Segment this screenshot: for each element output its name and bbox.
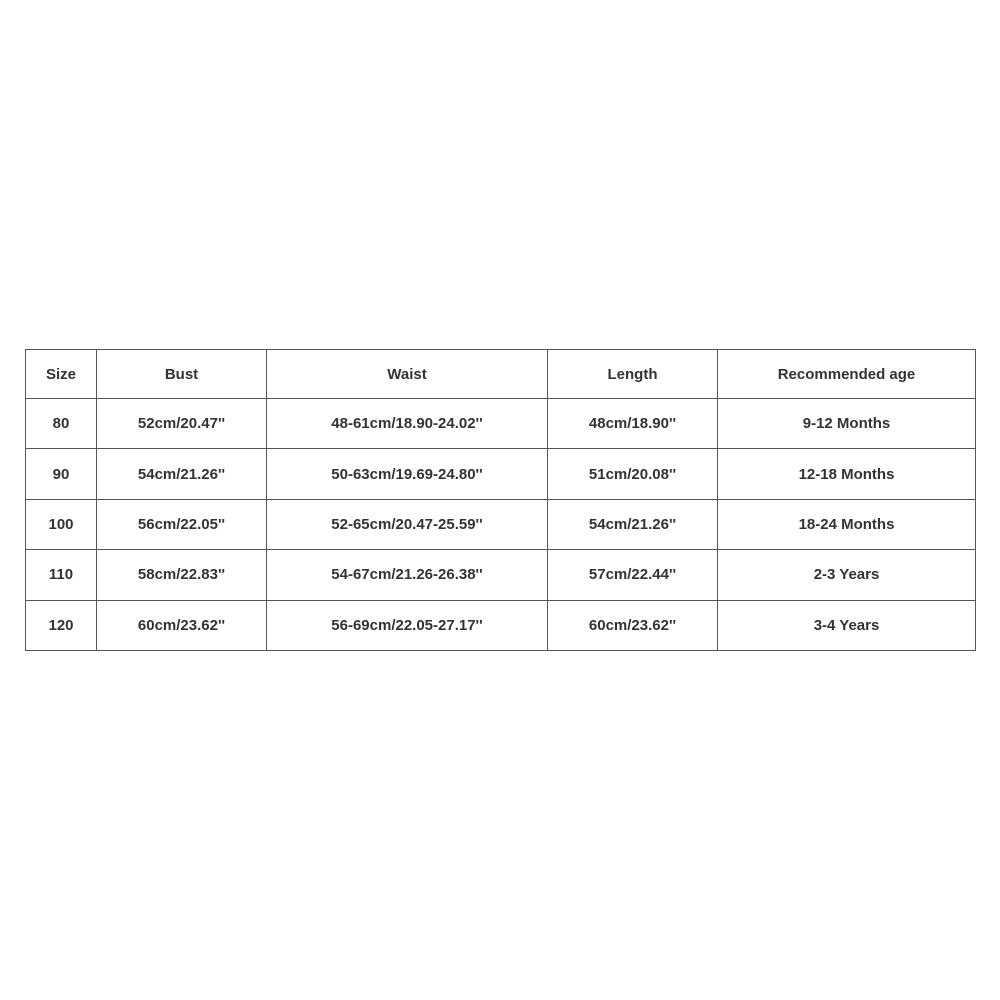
cell-size: 90 — [26, 449, 97, 499]
header-row — [26, 350, 976, 399]
cell-bust: 56cm/22.05'' — [97, 499, 267, 549]
cell-length: 60cm/23.62'' — [548, 600, 718, 650]
cell-length: 48cm/18.90'' — [548, 399, 718, 449]
table-row — [26, 550, 976, 600]
cell-recommended-age: 18-24 Months — [718, 499, 976, 549]
cell-length: 57cm/22.44'' — [548, 550, 718, 600]
cell-waist: 50-63cm/19.69-24.80'' — [267, 449, 548, 499]
cell-waist: 56-69cm/22.05-27.17'' — [267, 600, 548, 650]
table-row — [26, 449, 976, 499]
table-row — [26, 499, 976, 549]
cell-size: 80 — [26, 399, 97, 449]
cell-bust: 58cm/22.83'' — [97, 550, 267, 600]
header-waist: Waist — [267, 350, 548, 399]
cell-bust: 60cm/23.62'' — [97, 600, 267, 650]
cell-recommended-age: 2-3 Years — [718, 550, 976, 600]
size-chart-table — [25, 349, 976, 651]
cell-recommended-age: 3-4 Years — [718, 600, 976, 650]
cell-size: 110 — [26, 550, 97, 600]
header-bust: Bust — [97, 350, 267, 399]
cell-size: 100 — [26, 499, 97, 549]
cell-length: 51cm/20.08'' — [548, 449, 718, 499]
header-size: Size — [26, 350, 97, 399]
header-recommended-age: Recommended age — [718, 350, 976, 399]
table-row — [26, 399, 976, 449]
cell-waist: 48-61cm/18.90-24.02'' — [267, 399, 548, 449]
table-row — [26, 600, 976, 650]
cell-bust: 54cm/21.26'' — [97, 449, 267, 499]
cell-length: 54cm/21.26'' — [548, 499, 718, 549]
cell-waist: 54-67cm/21.26-26.38'' — [267, 550, 548, 600]
cell-bust: 52cm/20.47'' — [97, 399, 267, 449]
cell-recommended-age: 12-18 Months — [718, 449, 976, 499]
cell-waist: 52-65cm/20.47-25.59'' — [267, 499, 548, 549]
cell-recommended-age: 9-12 Months — [718, 399, 976, 449]
header-length: Length — [548, 350, 718, 399]
cell-size: 120 — [26, 600, 97, 650]
